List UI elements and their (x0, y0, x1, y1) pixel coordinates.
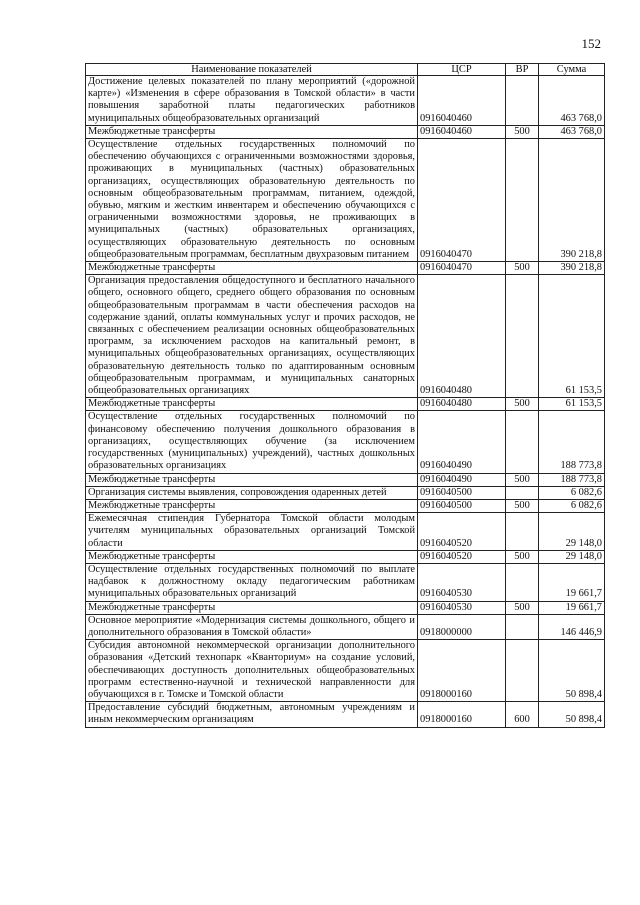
row-vr-cell (506, 139, 539, 262)
row-sum-cell: 390 218,8 (539, 262, 605, 275)
row-vr-cell (506, 640, 539, 702)
row-name-cell: Осуществление отдельных государственных полномочий по обеспечению обучающихся с ограниченными возможностями здоровья, проживающих в муниципальных (частных) образовательных организациях, осуществляющих образовательную деятельность по основным общеобразовательным программам, питанием, одеждой, обувью, мягким и жестким инвентарем и обеспечению обучающихся с ограниченными возможностями здоровья, не проживающих в муниципальных (частных) образовательных организациях, осуществляющих образовательную деятельность по основным общеобразовательным программам, бесплатным двухразовым питанием (86, 139, 418, 262)
row-csr-cell: 0918000160 (418, 640, 506, 702)
row-vr-cell: 500 (506, 398, 539, 411)
table-row (86, 702, 605, 727)
row-sum-cell: 463 768,0 (539, 76, 605, 126)
row-name-cell: Основное мероприятие «Модернизация системы дошкольного, общего и дополнительного образования в Томской области» (86, 614, 418, 639)
page-number: 152 (581, 36, 601, 51)
row-name-cell: Межбюджетные трансферты (86, 398, 418, 411)
row-sum-cell: 6 082,6 (539, 486, 605, 499)
row-vr-cell (506, 275, 539, 398)
row-name-cell: Межбюджетные трансферты (86, 125, 418, 138)
row-vr-cell: 500 (506, 262, 539, 275)
header-sum: Сумма (539, 64, 605, 76)
table-row (86, 550, 605, 563)
row-name-cell: Осуществление отдельных государственных полномочий по выплате надбавок к должностному окладу педагогическим работникам муниципальных образовательных организаций (86, 563, 418, 601)
row-sum-cell: 29 148,0 (539, 550, 605, 563)
row-sum-cell: 19 661,7 (539, 601, 605, 614)
table-header-row (86, 64, 605, 76)
row-csr-cell: 0916040500 (418, 499, 506, 512)
header-csr: ЦСР (418, 64, 506, 76)
header-name: Наименование показателей (86, 64, 418, 76)
row-name-cell: Предоставление субсидий бюджетным, автономным учреждениям и иным некоммерческим организациям (86, 702, 418, 727)
row-sum-cell: 29 148,0 (539, 513, 605, 551)
budget-table (85, 63, 605, 728)
table-row (86, 76, 605, 126)
row-csr-cell: 0916040480 (418, 398, 506, 411)
table-row (86, 262, 605, 275)
row-sum-cell: 188 773,8 (539, 411, 605, 473)
table-row (86, 125, 605, 138)
table-row (86, 563, 605, 601)
table-row (86, 486, 605, 499)
table-row (86, 411, 605, 473)
table-row (86, 139, 605, 262)
row-vr-cell: 500 (506, 473, 539, 486)
row-csr-cell: 0916040520 (418, 550, 506, 563)
row-csr-cell: 0916040530 (418, 601, 506, 614)
row-sum-cell: 188 773,8 (539, 473, 605, 486)
row-vr-cell (506, 411, 539, 473)
table-row (86, 473, 605, 486)
row-name-cell: Достижение целевых показателей по плану мероприятий («дорожной карте») «Изменения в сфере образования в Томской области» в части повышения заработной платы педагогических работников муниципальных общеобразовательных организаций (86, 76, 418, 126)
row-csr-cell: 0916040490 (418, 473, 506, 486)
row-csr-cell: 0916040500 (418, 486, 506, 499)
row-vr-cell: 500 (506, 601, 539, 614)
row-csr-cell: 0918000160 (418, 702, 506, 727)
row-sum-cell: 463 768,0 (539, 125, 605, 138)
table-row (86, 398, 605, 411)
row-csr-cell: 0916040530 (418, 563, 506, 601)
table-row (86, 640, 605, 702)
row-sum-cell: 50 898,4 (539, 640, 605, 702)
row-csr-cell: 0916040520 (418, 513, 506, 551)
row-vr-cell: 500 (506, 550, 539, 563)
row-sum-cell: 146 446,9 (539, 614, 605, 639)
row-name-cell: Межбюджетные трансферты (86, 601, 418, 614)
row-sum-cell: 61 153,5 (539, 275, 605, 398)
row-vr-cell (506, 486, 539, 499)
row-sum-cell: 50 898,4 (539, 702, 605, 727)
row-name-cell: Ежемесячная стипендия Губернатора Томской области молодым учителям муниципальных образовательных организаций Томской области (86, 513, 418, 551)
row-name-cell: Межбюджетные трансферты (86, 473, 418, 486)
row-csr-cell: 0916040470 (418, 139, 506, 262)
row-vr-cell (506, 614, 539, 639)
table-row (86, 601, 605, 614)
row-sum-cell: 19 661,7 (539, 563, 605, 601)
row-sum-cell: 390 218,8 (539, 139, 605, 262)
row-name-cell: Межбюджетные трансферты (86, 262, 418, 275)
table-row (86, 275, 605, 398)
row-csr-cell: 0916040480 (418, 275, 506, 398)
row-csr-cell: 0916040460 (418, 76, 506, 126)
row-vr-cell: 500 (506, 499, 539, 512)
row-csr-cell: 0916040460 (418, 125, 506, 138)
table-row (86, 499, 605, 512)
row-vr-cell (506, 563, 539, 601)
row-sum-cell: 61 153,5 (539, 398, 605, 411)
row-csr-cell: 0918000000 (418, 614, 506, 639)
row-vr-cell: 600 (506, 702, 539, 727)
header-vr: ВР (506, 64, 539, 76)
row-vr-cell (506, 76, 539, 126)
row-vr-cell (506, 513, 539, 551)
row-vr-cell: 500 (506, 125, 539, 138)
table-row (86, 614, 605, 639)
row-csr-cell: 0916040490 (418, 411, 506, 473)
row-sum-cell: 6 082,6 (539, 499, 605, 512)
row-name-cell: Межбюджетные трансферты (86, 499, 418, 512)
row-csr-cell: 0916040470 (418, 262, 506, 275)
row-name-cell: Межбюджетные трансферты (86, 550, 418, 563)
row-name-cell: Осуществление отдельных государственных полномочий по финансовому обеспечению получения дошкольного образования в организациях, осуществляющих обучение (за исключением государственных (муниципальных) учреждений), частных дошкольных образовательных организациях (86, 411, 418, 473)
table-row (86, 513, 605, 551)
table-body (86, 76, 605, 728)
row-name-cell: Организация предоставления общедоступного и бесплатного начального общего, основного общего, среднего общего образования по основным общеобразовательным программам в части обеспечения расходов на содержание зданий, оплаты коммунальных услуг и прочих расходов, не связанных с обеспечением реализации основных общеобразовательных программ, за исключением расходов на капитальный ремонт, в муниципальных общеобразовательных организациях, осуществляющих образовательную деятельность только по адаптированным основным общеобразовательным программам, и муниципальных санаторных общеобразовательных организациях (86, 275, 418, 398)
row-name-cell: Субсидия автономной некоммерческой организации дополнительного образования «Детский технопарк «Кванториум» на создание условий, обеспечивающих доступность дополнительных общеобразовательных программ естественно-научной и технической направленности для обучающихся в г. Томске и Томской области (86, 640, 418, 702)
row-name-cell: Организация системы выявления, сопровождения одаренных детей (86, 486, 418, 499)
